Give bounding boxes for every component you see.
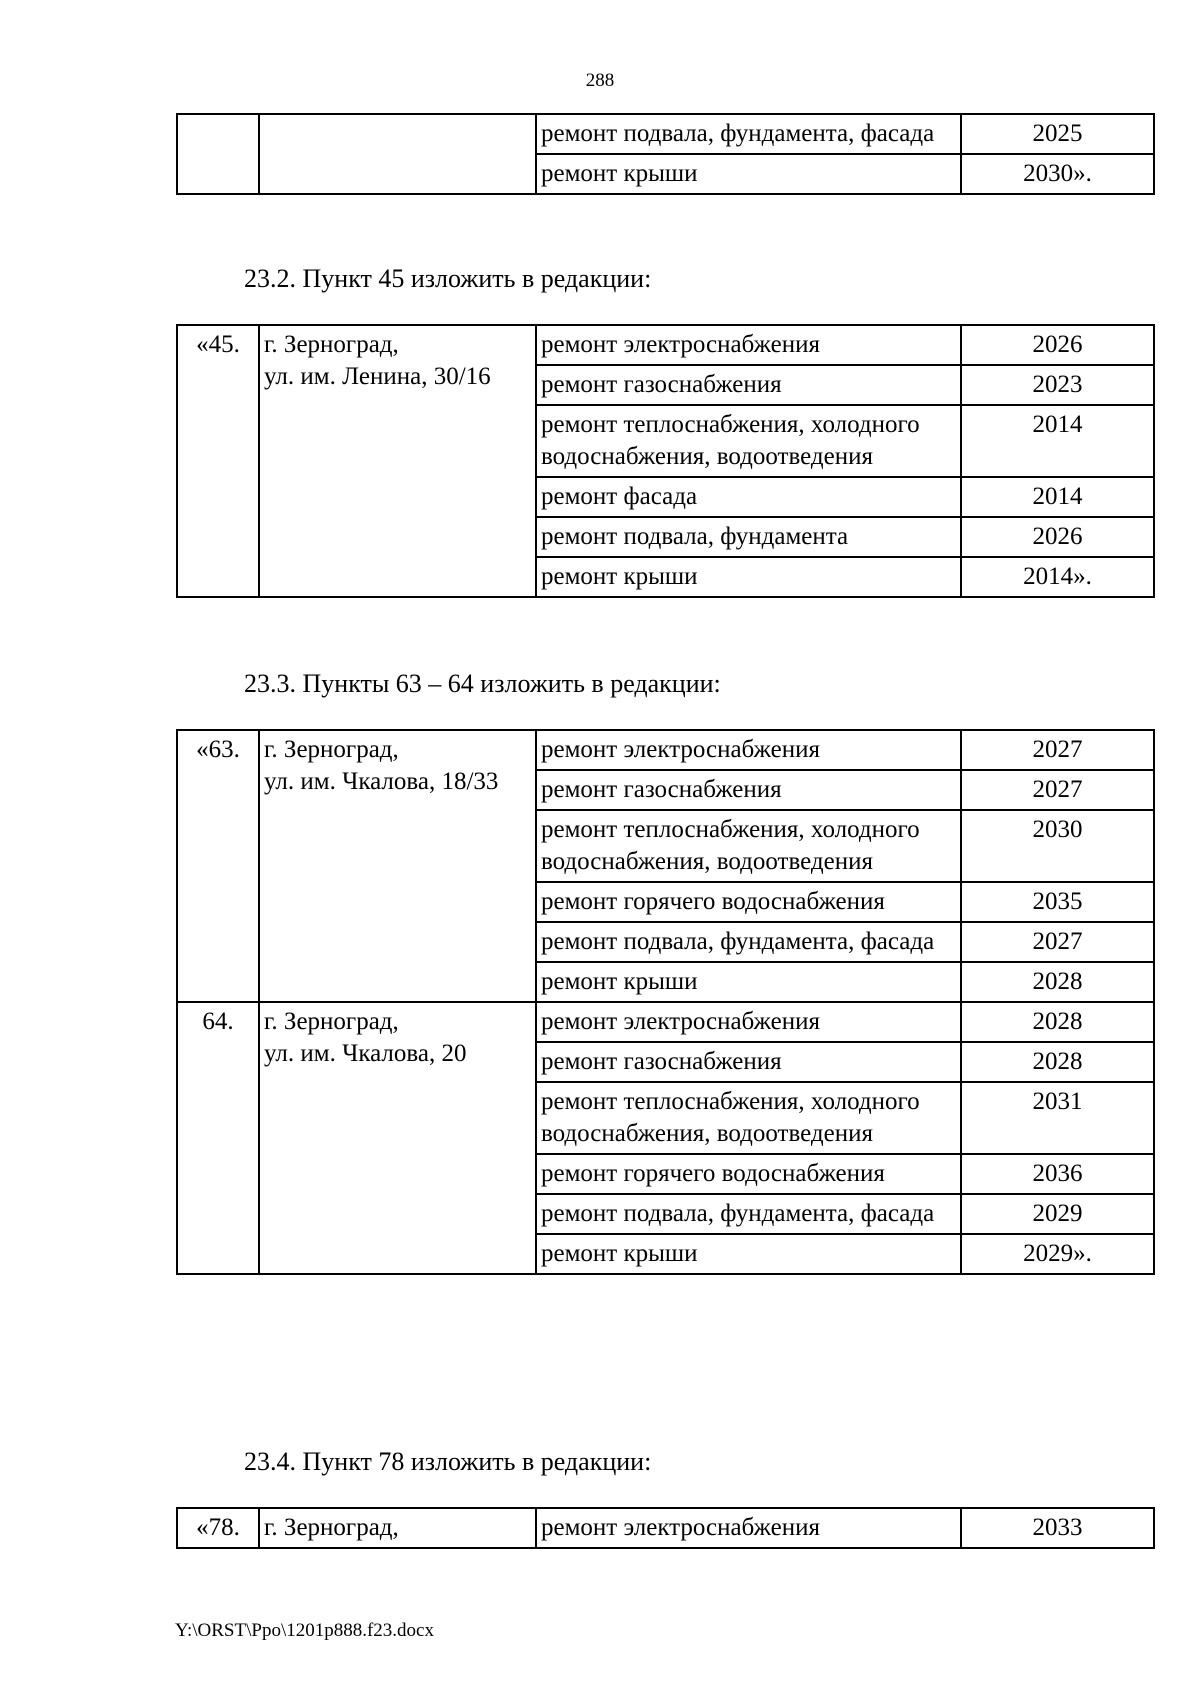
year-cell: 2014».: [961, 557, 1154, 597]
table-row: [177, 114, 1154, 154]
address-line: ул. им. Чкалова, 20: [264, 1040, 467, 1067]
table-row: [177, 730, 1154, 770]
work-type-cell: ремонт подвала, фундамента, фасада: [536, 114, 961, 154]
item-number-cell: «63.: [177, 730, 259, 1002]
work-type-cell: ремонт подвала, фундамента, фасада: [536, 922, 961, 962]
address-line: ул. им. Ленина, 30/16: [264, 363, 491, 390]
work-type-cell: ремонт подвала, фундамента: [536, 517, 961, 557]
item-number-cell: «78.: [177, 1508, 259, 1548]
work-type-cell: ремонт крыши: [536, 154, 961, 194]
year-cell: 2035: [961, 882, 1154, 922]
year-cell: 2026: [961, 517, 1154, 557]
work-type-cell: ремонт теплоснабжения, холодного водоснабжения, водоотведения: [536, 405, 961, 477]
work-type-cell: ремонт подвала, фундамента, фасада: [536, 1194, 961, 1234]
table-row: [177, 325, 1154, 365]
year-cell: 2029».: [961, 1234, 1154, 1274]
paragraph-23-3: 23.3. Пункты 63 – 64 изложить в редакции:: [244, 669, 721, 698]
work-type-cell: ремонт фасада: [536, 477, 961, 517]
address-line: ул. им. Чкалова, 18/33: [264, 768, 499, 795]
work-type-cell: ремонт крыши: [536, 557, 961, 597]
address-line: г. Зерноград,: [264, 1514, 399, 1541]
year-cell: 2033: [961, 1508, 1154, 1548]
year-cell: 2030: [961, 810, 1154, 882]
address-line: г. Зерноград,: [264, 736, 399, 763]
year-cell: 2027: [961, 922, 1154, 962]
year-cell: 2023: [961, 365, 1154, 405]
page-number: 288: [585, 70, 615, 91]
table-items-63-64: [176, 729, 1155, 1275]
year-cell: 2030».: [961, 154, 1154, 194]
year-cell: 2036: [961, 1154, 1154, 1194]
address-cell: [259, 1508, 536, 1548]
year-cell: 2028: [961, 1042, 1154, 1082]
year-cell: 2014: [961, 405, 1154, 477]
item-number-cell: 64.: [177, 1002, 259, 1274]
year-cell: 2028: [961, 962, 1154, 1002]
work-type-cell: ремонт газоснабжения: [536, 1042, 961, 1082]
work-type-cell: ремонт крыши: [536, 1234, 961, 1274]
year-cell: 2026: [961, 325, 1154, 365]
work-type-cell: ремонт теплоснабжения, холодного водоснабжения, водоотведения: [536, 1082, 961, 1154]
work-type-cell: ремонт электроснабжения: [536, 1508, 961, 1548]
address-cell: [259, 325, 536, 597]
paragraph-23-2: 23.2. Пункт 45 изложить в редакции:: [244, 264, 652, 293]
table-continuation: [176, 113, 1155, 195]
table-item-78: [176, 1507, 1155, 1549]
table-row: [177, 1002, 1154, 1042]
work-type-cell: ремонт газоснабжения: [536, 365, 961, 405]
address-line: г. Зерноград,: [264, 331, 399, 358]
work-type-cell: ремонт электроснабжения: [536, 325, 961, 365]
year-cell: 2029: [961, 1194, 1154, 1234]
footer-file-path: Y:\ORST\Ppo\1201p888.f23.docx: [175, 1620, 434, 1641]
item-number-cell: [177, 114, 259, 194]
table-item-45: [176, 324, 1155, 598]
address-cell: [259, 114, 536, 194]
year-cell: 2031: [961, 1082, 1154, 1154]
work-type-cell: ремонт электроснабжения: [536, 1002, 961, 1042]
year-cell: 2025: [961, 114, 1154, 154]
work-type-cell: ремонт горячего водоснабжения: [536, 882, 961, 922]
work-type-cell: ремонт газоснабжения: [536, 770, 961, 810]
paragraph-23-4: 23.4. Пункт 78 изложить в редакции:: [244, 1447, 652, 1476]
table-row: [177, 1508, 1154, 1548]
work-type-cell: ремонт горячего водоснабжения: [536, 1154, 961, 1194]
year-cell: 2014: [961, 477, 1154, 517]
address-cell: [259, 730, 536, 1002]
year-cell: 2027: [961, 770, 1154, 810]
address-line: г. Зерноград,: [264, 1008, 399, 1035]
work-type-cell: ремонт электроснабжения: [536, 730, 961, 770]
year-cell: 2027: [961, 730, 1154, 770]
work-type-cell: ремонт крыши: [536, 962, 961, 1002]
address-cell: [259, 1002, 536, 1274]
year-cell: 2028: [961, 1002, 1154, 1042]
item-number-cell: «45.: [177, 325, 259, 597]
work-type-cell: ремонт теплоснабжения, холодного водоснабжения, водоотведения: [536, 810, 961, 882]
